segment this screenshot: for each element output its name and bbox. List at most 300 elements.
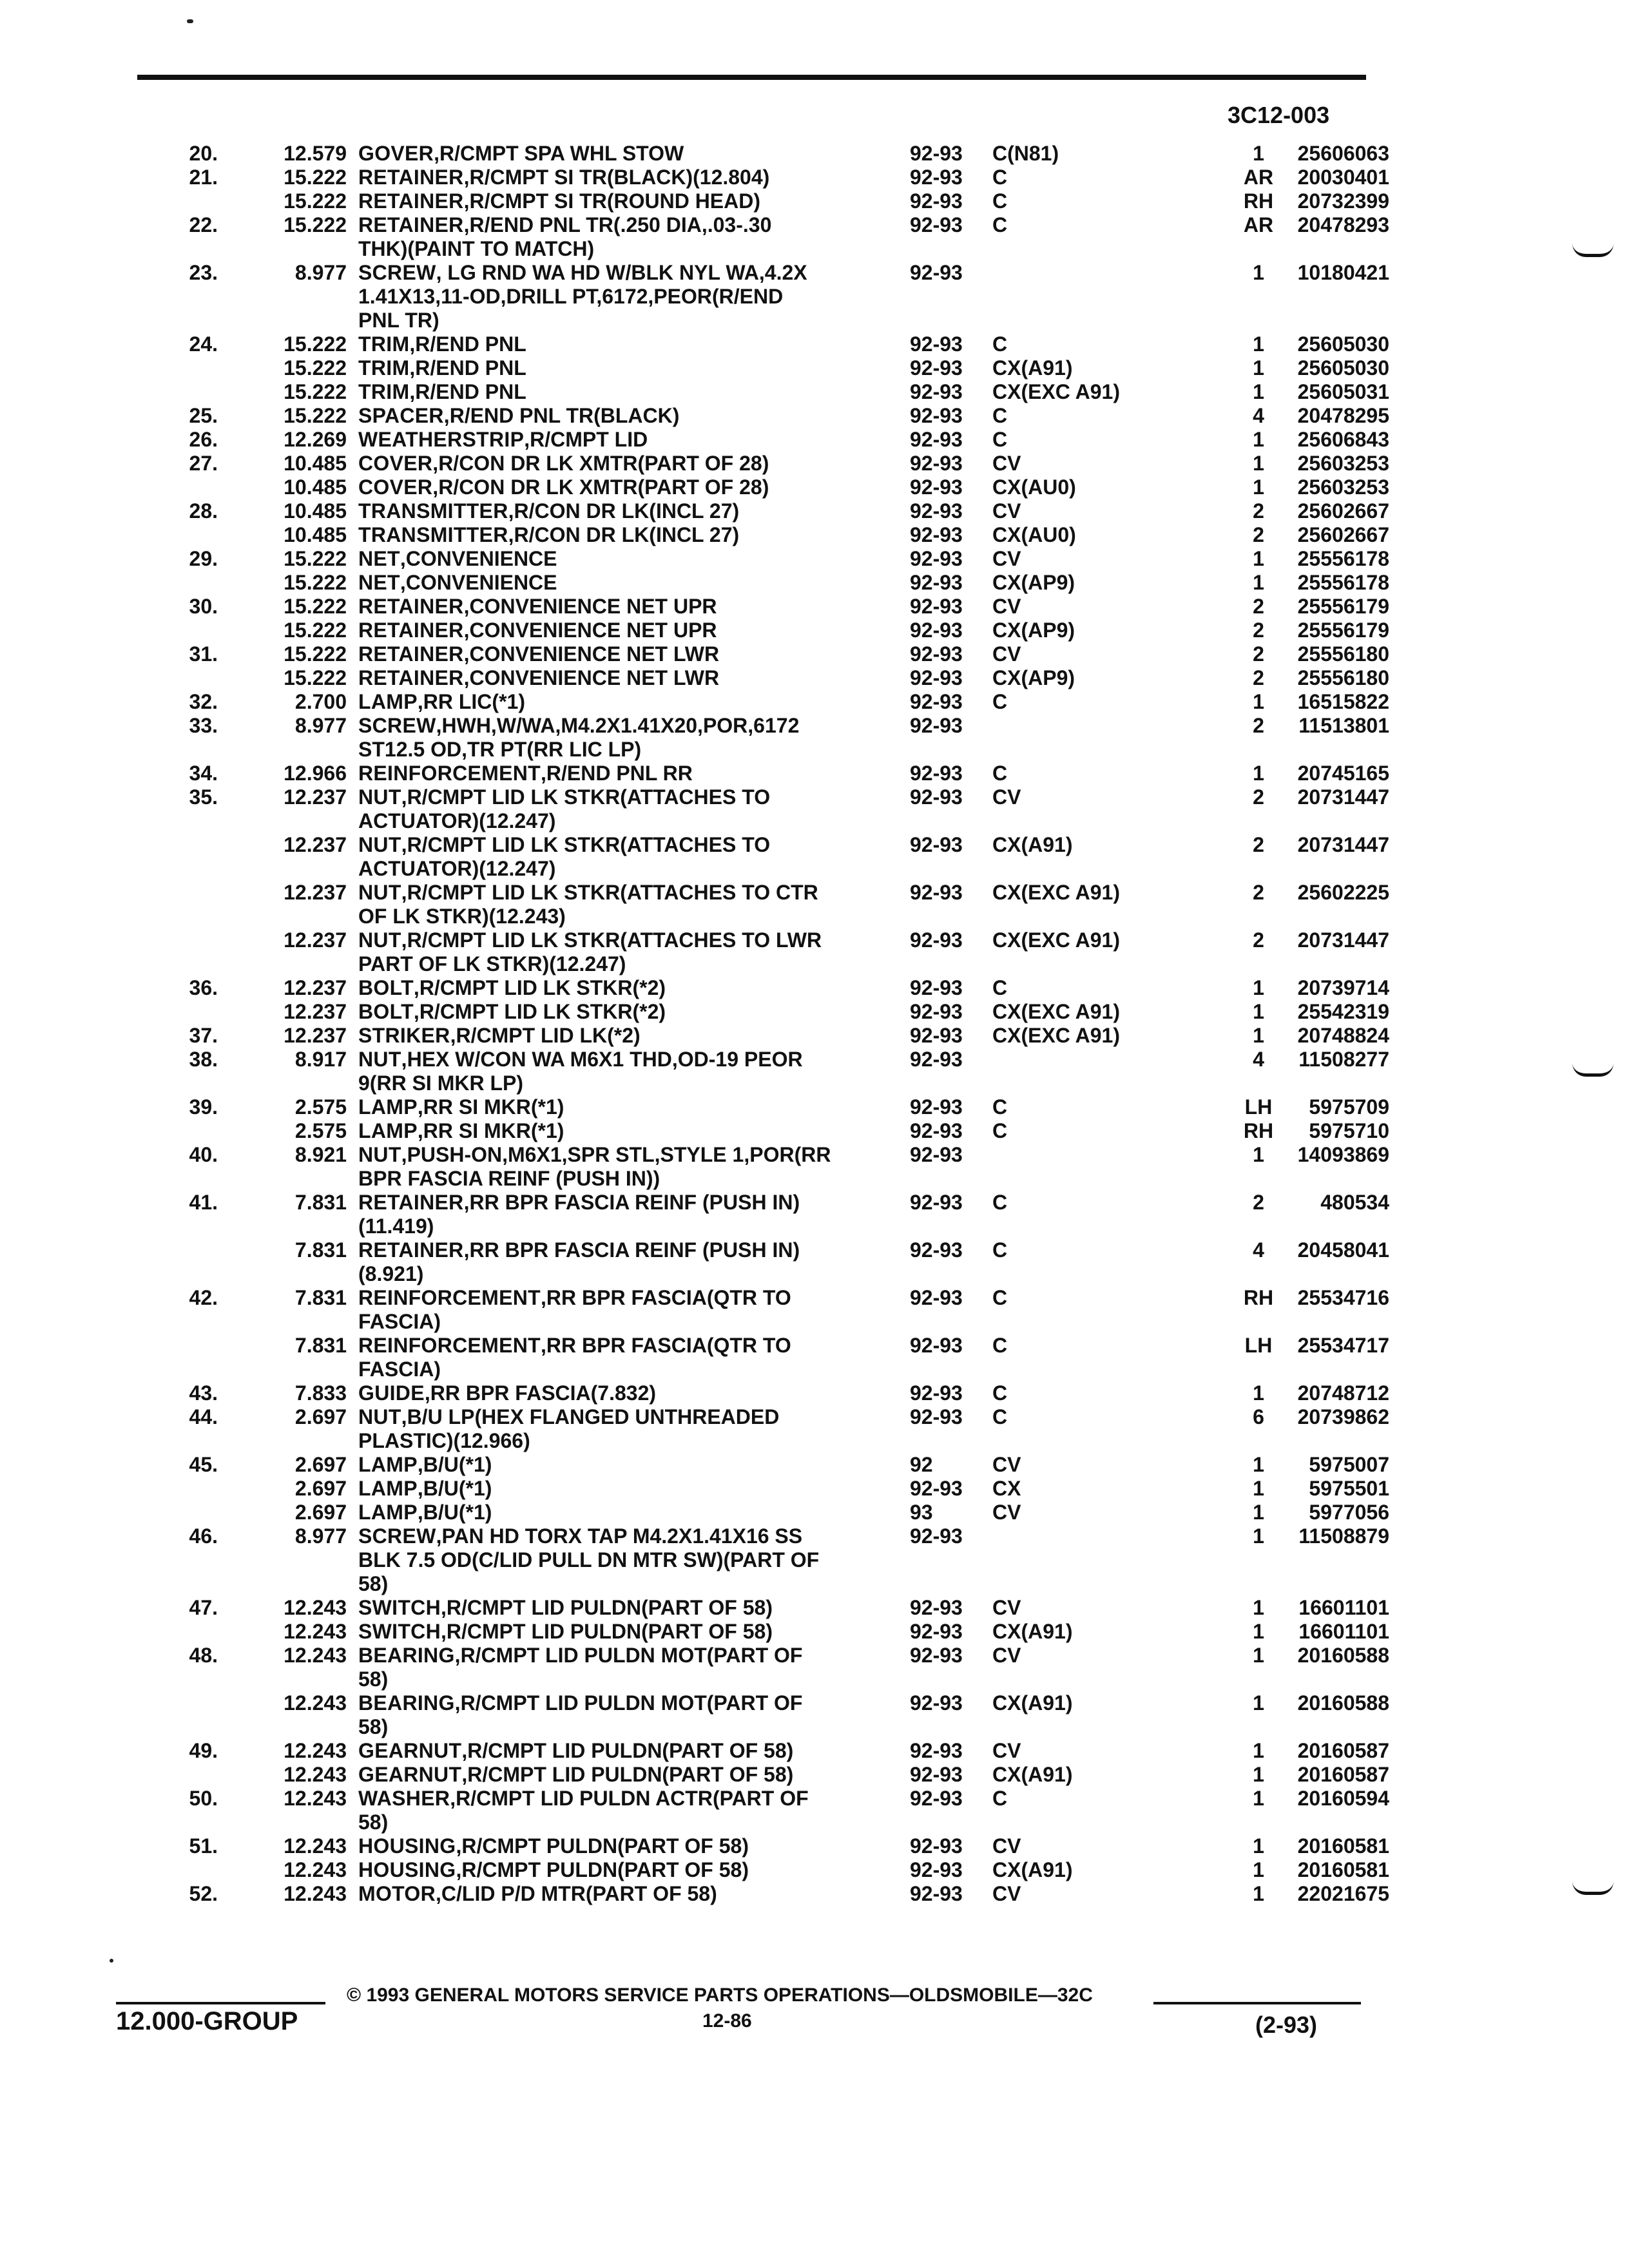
model-years: 92-93 (910, 166, 963, 189)
option-code: C (992, 189, 1008, 213)
model-years: 92-93 (910, 1834, 963, 1858)
part-detail: ,RR SI MKR(*1) (417, 1095, 564, 1119)
table-row (155, 690, 1389, 714)
part-description (358, 1405, 910, 1429)
part-detail: ,R/CMPT LID LK STKR(*2) (413, 1000, 666, 1023)
quantity: 1 (1253, 1477, 1264, 1500)
group-number (218, 1548, 358, 1572)
part-detail: ,R/END PNL (409, 380, 526, 403)
item-number: 48. (189, 1644, 218, 1667)
quantity (1237, 809, 1280, 833)
group-number (218, 809, 358, 833)
part-description (358, 189, 910, 213)
group-number: 15.222 (284, 547, 347, 570)
quantity: 2 (1253, 928, 1264, 952)
table-row-continuation (155, 1167, 1366, 1191)
option-code: CX(A91) (992, 1763, 1073, 1786)
part-description (358, 499, 910, 523)
part-number: 25602667 (1297, 499, 1389, 523)
group-number (218, 1310, 358, 1334)
model-years: 92-93 (910, 1477, 963, 1500)
part-description (358, 1215, 910, 1238)
item-number: 42. (189, 1286, 218, 1309)
part-detail: ,RR LIC(*1) (417, 690, 525, 713)
part-number: 25605030 (1297, 332, 1389, 356)
part-detail: ,R/END PNL (409, 332, 526, 356)
model-years: 92-93 (910, 1763, 963, 1786)
part-detail: ,R/CMPT SPA WHL STOW (434, 142, 684, 165)
part-number (1280, 1667, 1389, 1691)
part-number: 5975007 (1309, 1453, 1389, 1476)
part-detail: ,R/CON DR LK(INCL 27) (508, 523, 740, 546)
model-years: 92-93 (910, 1000, 963, 1023)
quantity: 2 (1253, 785, 1264, 809)
table-row (155, 1024, 1389, 1048)
table-row (155, 976, 1389, 1000)
option-code: C(N81) (992, 142, 1059, 165)
quantity: 4 (1253, 1238, 1264, 1262)
part-description (358, 1644, 910, 1667)
model-years: 92-93 (910, 1286, 963, 1309)
part-detail: PNL TR) (358, 309, 439, 332)
group-number (218, 237, 358, 261)
item-number: 29. (189, 547, 218, 570)
part-detail: ,RR BPR FASCIA REINF (PUSH IN) (463, 1238, 800, 1262)
model-years: 92-93 (910, 1644, 963, 1667)
part-name: REINFORCEMENT (358, 762, 541, 785)
model-years (910, 1072, 992, 1095)
part-name: RETAINER (358, 1191, 464, 1214)
part-description (358, 1811, 910, 1834)
option-code: CV (992, 1596, 1021, 1619)
option-code: CX(AU0) (992, 476, 1076, 499)
model-years: 92-93 (910, 1739, 963, 1762)
part-description (358, 237, 910, 261)
part-name: RETAINER (358, 189, 464, 213)
part-description (358, 547, 910, 571)
group-number (218, 1811, 358, 1834)
part-detail: ,R/CMPT LID LK STKR(ATTACHES TO LWR (401, 928, 822, 952)
item-number (155, 666, 218, 690)
table-row (155, 1501, 1389, 1524)
group-number: 2.697 (294, 1405, 347, 1428)
group-number: 8.917 (294, 1048, 347, 1071)
model-years: 92-93 (910, 1405, 963, 1428)
item-number: 23. (189, 261, 218, 284)
part-name: NET (358, 571, 400, 594)
group-number: 15.222 (284, 166, 347, 189)
quantity: 2 (1253, 523, 1264, 546)
item-number (155, 1262, 218, 1286)
part-description (358, 857, 910, 881)
option-code: CV (992, 1739, 1021, 1762)
part-number: 25606843 (1297, 428, 1389, 451)
option-code: C (992, 690, 1008, 713)
quantity: 1 (1253, 261, 1264, 284)
model-years: 92-93 (910, 619, 963, 642)
part-number (1280, 809, 1389, 833)
model-years: 92-93 (910, 452, 963, 475)
part-description (358, 809, 910, 833)
table-row (155, 833, 1389, 857)
item-number: 39. (189, 1095, 218, 1119)
part-detail: ,R/END PNL TR(BLACK) (443, 404, 680, 427)
part-number: 25556180 (1297, 666, 1389, 689)
model-years (910, 1167, 992, 1191)
item-number: 41. (189, 1191, 218, 1214)
group-number: 15.222 (284, 356, 347, 380)
footer-copyright: © 1993 GENERAL MOTORS SERVICE PARTS OPERATIONS—OLDSMOBILE—32C (347, 1984, 1093, 2006)
quantity: 1 (1253, 1381, 1264, 1405)
item-number (155, 619, 218, 642)
part-detail: ,R/CMPT LID (524, 428, 648, 451)
part-detail: ,CONVENIENCE NET UPR (463, 619, 717, 642)
part-detail: ,R/CON DR LK XMTR(PART OF 28) (432, 452, 769, 475)
part-number: 25603253 (1297, 476, 1389, 499)
option-code: C (992, 762, 1008, 785)
table-row (155, 499, 1389, 523)
option-code (992, 714, 1237, 738)
item-number (155, 1715, 218, 1739)
part-detail: ,R/END PNL TR(.250 DIA,.03-.30 (463, 213, 772, 236)
table-row (155, 1381, 1389, 1405)
option-code: CV (992, 1453, 1021, 1476)
item-number: 49. (189, 1739, 218, 1762)
part-number: 25534716 (1297, 1286, 1389, 1309)
part-number: 22021675 (1297, 1882, 1389, 1905)
part-name: SCREW (358, 714, 436, 737)
part-number (1280, 1310, 1389, 1334)
part-detail: ,R/CON DR LK(INCL 27) (508, 499, 740, 523)
binder-mark (1572, 1881, 1614, 1895)
part-number (1280, 738, 1389, 762)
part-number (1280, 952, 1389, 976)
table-row (155, 928, 1389, 952)
item-number (155, 881, 218, 905)
model-years (910, 1811, 992, 1834)
part-description (358, 1715, 910, 1739)
part-name: LAMP (358, 690, 418, 713)
part-name: RETAINER (358, 213, 464, 236)
part-name: TRIM (358, 380, 410, 403)
part-number: 25605031 (1297, 380, 1389, 403)
part-description (358, 380, 910, 404)
part-description (358, 1191, 910, 1215)
table-row (155, 762, 1389, 785)
model-years: 92-93 (910, 404, 963, 427)
option-code: CV (992, 452, 1021, 475)
part-name: RETAINER (358, 619, 464, 642)
part-description (358, 142, 910, 166)
table-row-continuation (155, 738, 1366, 762)
option-code: CX(AP9) (992, 619, 1075, 642)
footer-date: (2-93) (1255, 2012, 1318, 2038)
table-row-continuation (155, 1215, 1366, 1238)
option-code: CX(EXC A91) (992, 881, 1120, 904)
option-code: C (992, 1238, 1008, 1262)
part-detail: ,B/U(*1) (417, 1477, 492, 1500)
model-years (910, 237, 992, 261)
part-name: LAMP (358, 1453, 418, 1476)
group-number: 8.977 (294, 261, 347, 284)
group-number: 8.921 (294, 1143, 347, 1166)
quantity: 1 (1253, 1787, 1264, 1810)
quantity: 1 (1253, 1739, 1264, 1762)
option-code: CV (992, 1644, 1021, 1667)
table-row (155, 1882, 1389, 1906)
model-years: 92-93 (910, 666, 963, 689)
model-years: 92-93 (910, 142, 963, 165)
quantity: 2 (1253, 595, 1264, 618)
part-number (1280, 309, 1389, 332)
part-detail: ,CONVENIENCE NET LWR (463, 666, 720, 689)
quantity: 1 (1253, 762, 1264, 785)
option-code: C (992, 1334, 1008, 1357)
part-detail: ,R/CMPT LID PULDN(PART OF 58) (461, 1739, 794, 1762)
table-row-continuation (155, 1667, 1366, 1691)
item-number: 22. (189, 213, 218, 236)
option-code: CX (992, 1477, 1021, 1500)
item-number (155, 476, 218, 499)
table-row-continuation (155, 1310, 1366, 1334)
table-row (155, 642, 1389, 666)
table-row-continuation (155, 1358, 1366, 1381)
model-years: 93 (910, 1501, 933, 1524)
item-number (155, 1691, 218, 1715)
item-number (155, 1477, 218, 1501)
item-number: 37. (189, 1024, 218, 1047)
item-number (155, 1215, 218, 1238)
group-number: 12.237 (284, 1000, 347, 1023)
model-years: 92-93 (910, 547, 963, 570)
table-row (155, 1691, 1389, 1715)
quantity (1237, 738, 1280, 762)
part-number: 25602225 (1297, 881, 1389, 904)
item-number: 46. (189, 1524, 218, 1548)
part-number: 5975709 (1309, 1095, 1389, 1119)
part-detail: (11.419) (358, 1215, 434, 1238)
group-number (218, 1572, 358, 1596)
part-number: 20739714 (1297, 976, 1389, 999)
quantity: 1 (1253, 332, 1264, 356)
option-code: C (992, 1405, 1008, 1428)
part-description (358, 1858, 910, 1882)
group-number: 12.966 (284, 762, 347, 785)
part-description (358, 404, 910, 428)
quantity (1237, 857, 1280, 881)
item-number (155, 857, 218, 881)
quantity: RH (1243, 1119, 1274, 1142)
group-number (218, 1715, 358, 1739)
quantity: 2 (1253, 881, 1264, 904)
option-code (992, 1167, 1237, 1191)
model-years (910, 1667, 992, 1691)
part-description (358, 1262, 910, 1286)
part-number (1280, 1572, 1389, 1596)
header-rule (137, 75, 1366, 80)
item-number: 33. (189, 714, 218, 737)
item-number (155, 1763, 218, 1787)
part-name: REINFORCEMENT (358, 1334, 541, 1357)
quantity: 1 (1253, 380, 1264, 403)
part-detail: ,R/CMPT LID LK STKR(*2) (413, 976, 666, 999)
group-number: 2.697 (294, 1501, 347, 1524)
quantity: 2 (1253, 714, 1264, 737)
item-number (155, 1358, 218, 1381)
part-number: 20458041 (1297, 1238, 1389, 1262)
model-years (910, 809, 992, 833)
option-code (992, 1215, 1237, 1238)
table-row-continuation (155, 1715, 1366, 1739)
group-number: 15.222 (284, 332, 347, 356)
part-description (358, 785, 910, 809)
part-description (358, 1143, 910, 1167)
option-code: C (992, 1119, 1008, 1142)
part-number: 20160588 (1297, 1644, 1389, 1667)
part-detail: BPR FASCIA REINF (PUSH IN)) (358, 1167, 660, 1190)
item-number (155, 285, 218, 309)
part-number (1280, 285, 1389, 309)
option-code: CX(A91) (992, 356, 1073, 380)
model-years: 92-93 (910, 213, 963, 236)
part-detail: 58) (358, 1572, 389, 1595)
item-number (155, 1858, 218, 1882)
table-row (155, 1596, 1389, 1620)
group-number (218, 857, 358, 881)
group-number: 12.237 (284, 976, 347, 999)
item-number (155, 905, 218, 928)
group-number (218, 952, 358, 976)
part-description (358, 1691, 910, 1715)
group-number: 12.243 (284, 1739, 347, 1762)
option-code: C (992, 213, 1008, 236)
option-code: C (992, 332, 1008, 356)
table-row-continuation (155, 237, 1366, 261)
option-code (992, 1262, 1237, 1286)
part-description (358, 213, 910, 237)
item-number: 47. (189, 1596, 218, 1619)
table-row (155, 356, 1389, 380)
scan-smudge (110, 1959, 113, 1963)
part-name: TRIM (358, 332, 410, 356)
model-years: 92-93 (910, 1238, 963, 1262)
table-row (155, 1477, 1389, 1501)
table-row-continuation (155, 952, 1366, 976)
model-years (910, 1548, 992, 1572)
option-code: CV (992, 547, 1021, 570)
model-years: 92-93 (910, 642, 963, 666)
option-code (992, 952, 1237, 976)
option-code: CV (992, 642, 1021, 666)
quantity: 1 (1253, 1596, 1264, 1619)
part-name: MOTOR (358, 1882, 436, 1905)
model-years (910, 857, 992, 881)
part-description (358, 1167, 910, 1191)
option-code: CV (992, 1834, 1021, 1858)
model-years: 92-93 (910, 976, 963, 999)
part-description (358, 1501, 910, 1524)
item-number (155, 356, 218, 380)
part-number: 5975710 (1309, 1119, 1389, 1142)
quantity: 1 (1253, 1453, 1264, 1476)
part-detail: ,R/CMPT SI TR(BLACK)(12.804) (463, 166, 770, 189)
part-description (358, 309, 910, 332)
item-number (155, 1811, 218, 1834)
quantity: LH (1244, 1334, 1273, 1357)
part-number: 25605030 (1297, 356, 1389, 380)
part-number: 25556180 (1297, 642, 1389, 666)
model-years (910, 1358, 992, 1381)
footer-rule-left (116, 2002, 325, 2004)
model-years: 92-93 (910, 523, 963, 546)
group-number: 12.243 (284, 1644, 347, 1667)
part-detail: , LG RND WA HD W/BLK NYL WA,4.2X (436, 261, 807, 284)
part-detail: THK)(PAINT TO MATCH) (358, 237, 595, 260)
part-name: COVER (358, 452, 433, 475)
group-number (218, 285, 358, 309)
part-detail: ,CONVENIENCE (400, 547, 557, 570)
part-name: BOLT (358, 976, 414, 999)
table-row-continuation (155, 809, 1366, 833)
part-name: LAMP (358, 1119, 418, 1142)
option-code (992, 237, 1237, 261)
part-detail: ,R/CMPT LID PULDN MOT(PART OF (454, 1691, 803, 1715)
model-years: 92-93 (910, 1143, 963, 1166)
item-number (155, 1667, 218, 1691)
option-code: CX(A91) (992, 833, 1073, 856)
model-years (910, 1429, 992, 1453)
group-number: 10.485 (284, 452, 347, 475)
table-row (155, 476, 1389, 499)
model-years: 92-93 (910, 1691, 963, 1715)
part-number: 20478295 (1297, 404, 1389, 427)
option-code: CX(EXC A91) (992, 928, 1120, 952)
model-years (910, 952, 992, 976)
item-number: 35. (189, 785, 218, 809)
table-row-continuation (155, 1811, 1366, 1834)
part-description (358, 1572, 910, 1596)
group-number: 12.243 (284, 1763, 347, 1786)
model-years: 92-93 (910, 261, 963, 284)
option-code (992, 1072, 1237, 1095)
table-row-continuation (155, 309, 1366, 332)
part-description (358, 762, 910, 785)
quantity: RH (1243, 1286, 1274, 1309)
part-name: WEATHERSTRIP (358, 428, 525, 451)
part-description (358, 1119, 910, 1143)
part-detail: ,R/CMPT LID PULDN(PART OF 58) (461, 1763, 794, 1786)
part-name: GUIDE (358, 1381, 425, 1405)
item-number (155, 1072, 218, 1095)
quantity (1237, 1072, 1280, 1095)
item-number: 38. (189, 1048, 218, 1071)
part-detail: 9(RR SI MKR LP) (358, 1072, 523, 1095)
part-name: TRIM (358, 356, 410, 380)
model-years (910, 285, 992, 309)
group-number (218, 1167, 358, 1191)
group-number: 15.222 (284, 571, 347, 594)
option-code: CX(EXC A91) (992, 1000, 1120, 1023)
quantity: 1 (1253, 1143, 1264, 1166)
part-description (358, 166, 910, 189)
table-row (155, 785, 1389, 809)
part-number: 16515822 (1297, 690, 1389, 713)
table-row (155, 881, 1389, 905)
group-number: 12.243 (284, 1882, 347, 1905)
quantity (1237, 1358, 1280, 1381)
part-number: 20739862 (1297, 1405, 1389, 1428)
part-description (358, 1072, 910, 1095)
